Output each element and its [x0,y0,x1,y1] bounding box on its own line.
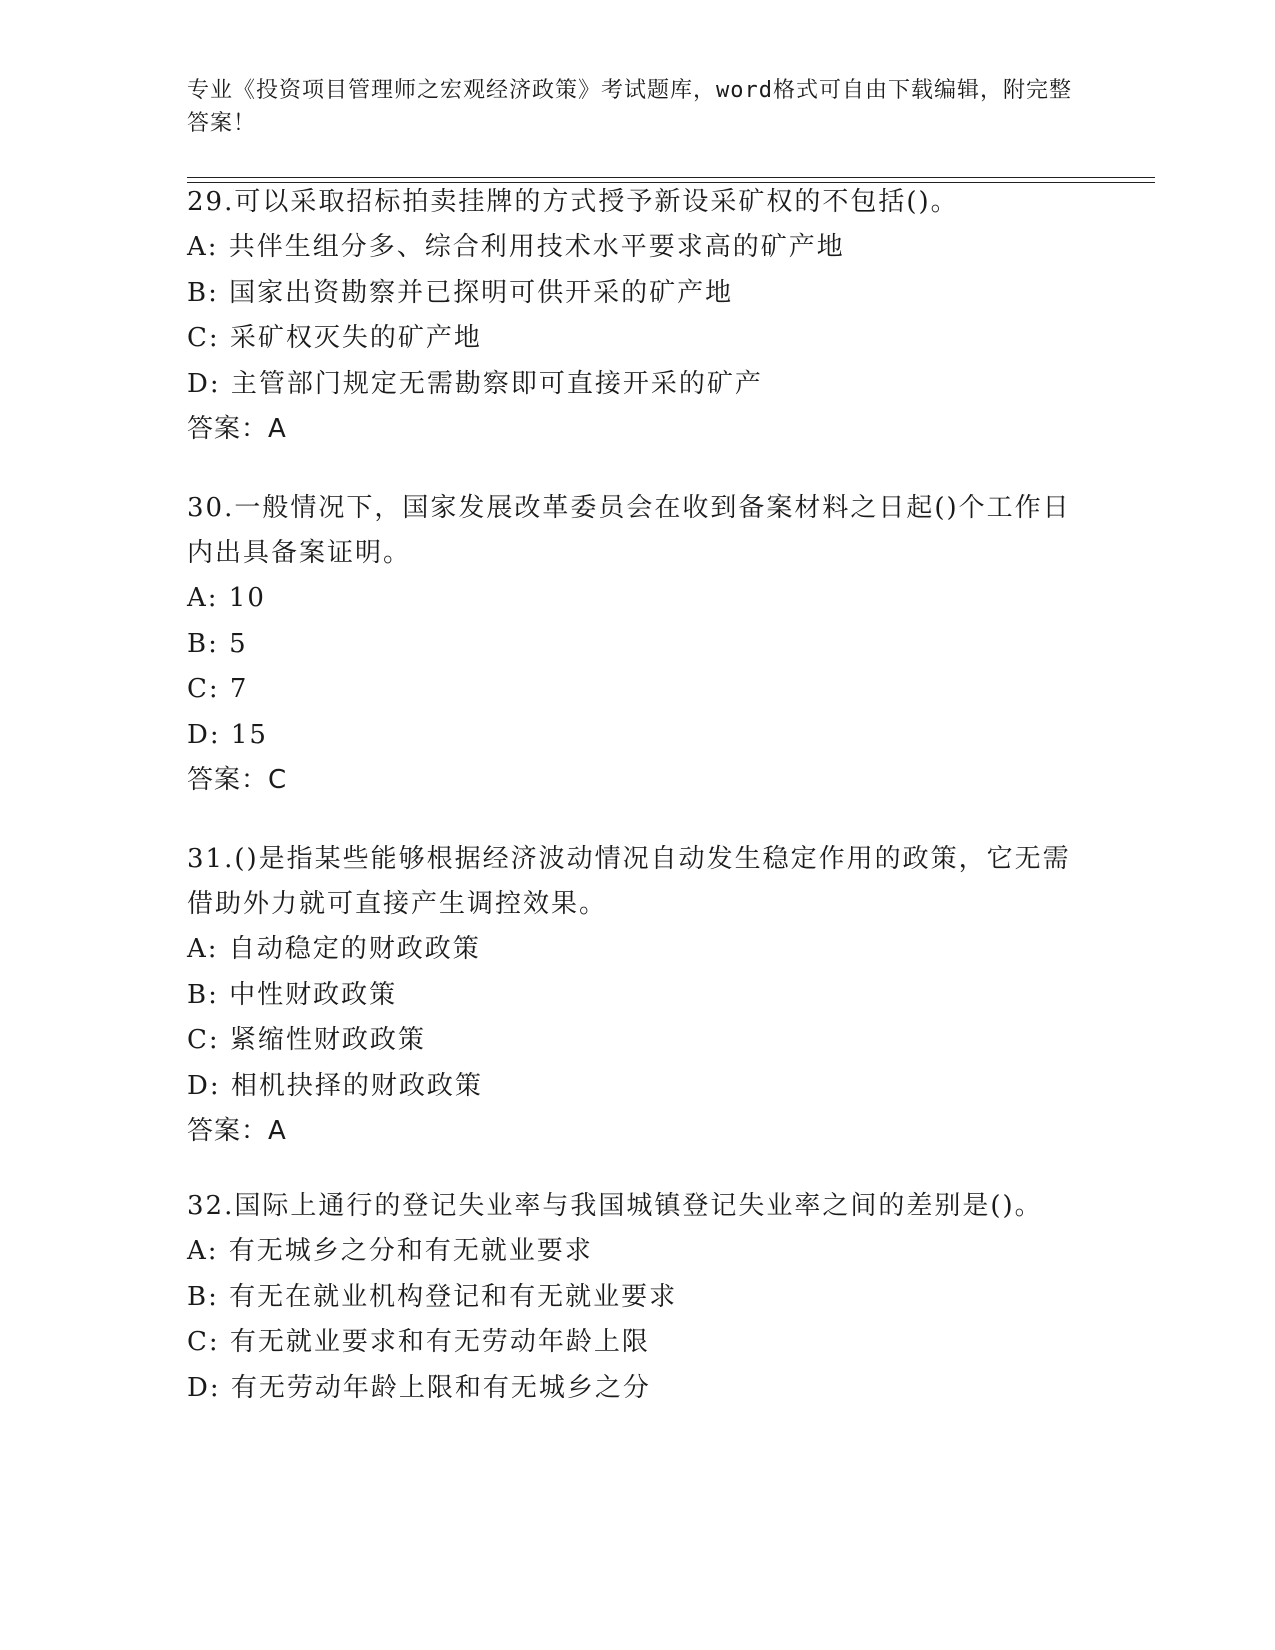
question-stem: 32.国际上通行的登记失业率与我国城镇登记失业率之间的差别是()。 [187,1191,1043,1221]
option-d: D: 主管部门规定无需勘察即可直接开采的矿产 [187,368,763,399]
option-a: A: 10 [187,583,266,613]
question-31 [187,837,1087,1155]
answer-line: 答案：A [187,1116,287,1146]
option-c: C: 7 [187,674,249,704]
option-c: C: 有无就业要求和有无劳动年龄上限 [187,1327,650,1357]
document-header: 专业《投资项目管理师之宏观经济政策》考试题库，word格式可自由下载编辑，附完整答案！ [187,78,1072,136]
question-30 [187,486,1087,804]
option-b: B: 5 [187,628,248,659]
option-d: D: 有无劳动年龄上限和有无城乡之分 [187,1372,651,1403]
option-b: B: 国家出资勘察并已探明可供开采的矿产地 [187,277,734,308]
question-stem: 31.()是指某些能够根据经济波动情况自动发生稳定作用的政策，它无需借助外力就可直接产生调控效果。 [187,844,1071,919]
option-a: A: 共伴生组分多、综合利用技术水平要求高的矿产地 [187,232,845,262]
header-divider-top [187,177,1155,178]
option-b: B: 有无在就业机构登记和有无就业要求 [187,1281,678,1312]
question-32 [187,1184,1087,1411]
option-c: C: 采矿权灭失的矿产地 [187,323,482,353]
question-stem: 30.一般情况下，国家发展改革委员会在收到备案材料之日起()个工作日内出具备案证明。 [187,493,1071,568]
option-b: B: 中性财政政策 [187,979,398,1010]
answer-line: 答案：C [187,765,288,795]
option-d: D: 相机抉择的财政政策 [187,1070,483,1101]
answer-line: 答案：A [187,414,287,444]
question-29 [187,180,1087,453]
option-a: A: 自动稳定的财政政策 [187,934,481,964]
option-d: D: 15 [187,719,268,750]
question-stem: 29.可以采取招标拍卖挂牌的方式授予新设采矿权的不包括()。 [187,187,959,217]
option-c: C: 紧缩性财政政策 [187,1025,426,1055]
option-a: A: 有无城乡之分和有无就业要求 [187,1236,593,1266]
